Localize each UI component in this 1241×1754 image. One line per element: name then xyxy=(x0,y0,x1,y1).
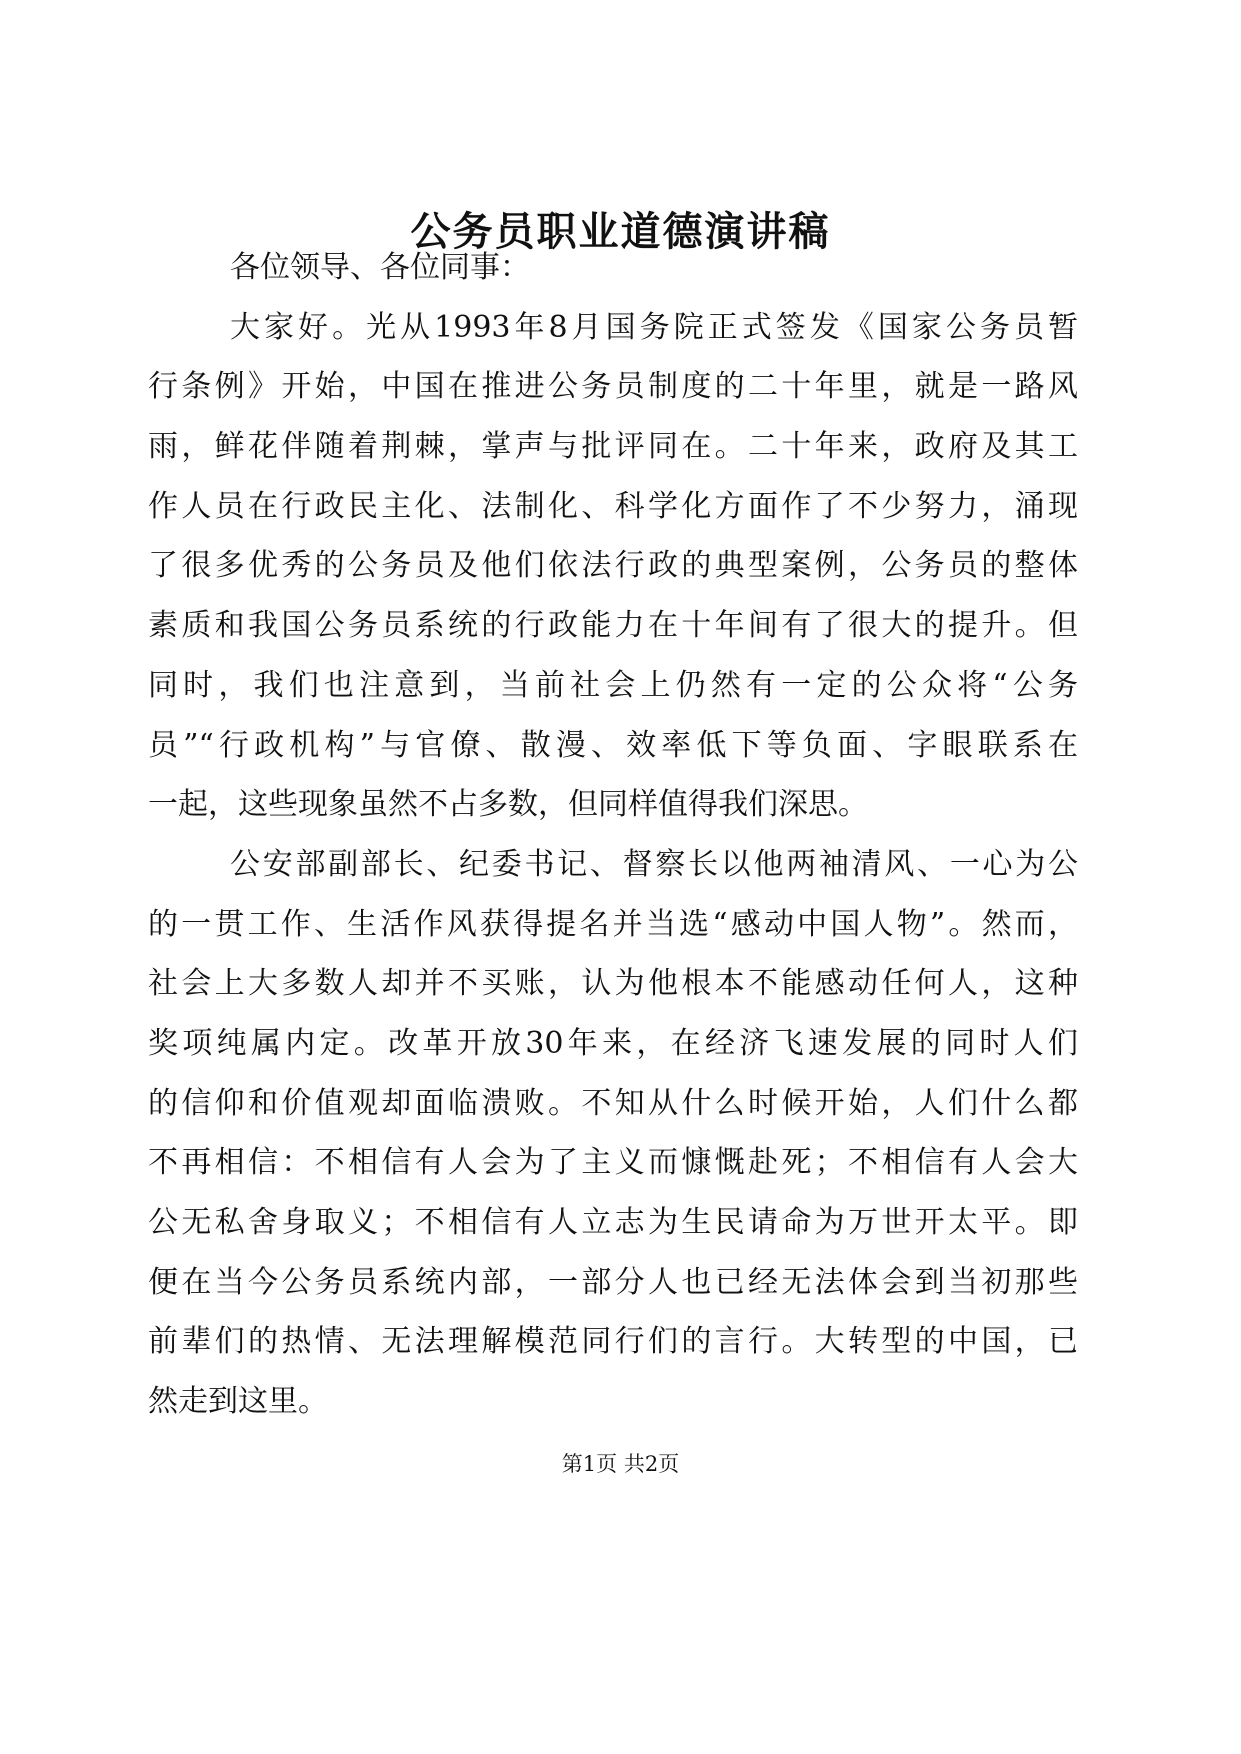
paragraph-line: 一起，这些现象虽然不占多数，但同样值得我们深思。 xyxy=(148,787,868,823)
paragraphs xyxy=(148,298,1078,1432)
paragraph-line: 雨，鲜花伴随着荆棘，掌声与批评同在。二十年来，政府及其工 xyxy=(148,429,1078,465)
paragraph-line: 公安部副部长、纪委书记、督察长以他两袖清风、一心为公 xyxy=(230,846,1078,882)
greeting: 各位领导、各位同事： xyxy=(230,250,530,285)
paragraph-line: 前辈们的热情、无法理解模范同行们的言行。大转型的中国，已 xyxy=(148,1324,1078,1360)
paragraph xyxy=(148,835,1078,1432)
document-body xyxy=(148,238,1078,1432)
paragraph-line: 奖项纯属内定。改革开放30年来，在经济飞速发展的同时人们 xyxy=(148,1025,1078,1061)
paragraph-line: 作人员在行政民主化、法制化、科学化方面作了不少努力，涌现 xyxy=(148,488,1078,524)
paragraph-line: 社会上大多数人却并不买账，认为他根本不能感动任何人，这种 xyxy=(148,966,1078,1002)
paragraph-line: 的信仰和价值观却面临溃败。不知从什么时候开始，人们什么都 xyxy=(148,1085,1078,1121)
document-title: 公务员职业道德演讲稿 xyxy=(410,208,831,255)
paragraph-line: 便在当今公务员系统内部，一部分人也已经无法体会到当初那些 xyxy=(148,1264,1078,1300)
paragraph-line: 素质和我国公务员系统的行政能力在十年间有了很大的提升。但 xyxy=(148,608,1078,644)
paragraph-line: 员”“行政机构”与官僚、散漫、效率低下等负面、字眼联系在 xyxy=(148,727,1078,763)
paragraph-line: 行条例》开始，中国在推进公务员制度的二十年里，就是一路风 xyxy=(148,369,1078,405)
paragraph-line: 了很多优秀的公务员及他们依法行政的典型案例，公务员的整体 xyxy=(148,548,1078,584)
paragraph-line: 公无私舍身取义；不相信有人立志为生民请命为万世开太平。即 xyxy=(148,1205,1078,1240)
paragraph-line: 同时，我们也注意到，当前社会上仍然有一定的公众将“公务 xyxy=(148,667,1078,703)
paragraph-line: 不再相信：不相信有人会为了主义而慷慨赴死；不相信有人会大 xyxy=(148,1145,1078,1181)
paragraph-line: 的一贯工作、生活作风获得提名并当选“感动中国人物”。然而， xyxy=(148,906,1078,942)
paragraph xyxy=(148,298,1078,835)
paragraph-line: 然走到这里。 xyxy=(148,1384,328,1420)
page-footer: 第1页 共2页 xyxy=(561,1452,680,1476)
paragraph-line: 大家好。光从1993年8月国务院正式签发《国家公务员暂 xyxy=(230,309,1078,345)
